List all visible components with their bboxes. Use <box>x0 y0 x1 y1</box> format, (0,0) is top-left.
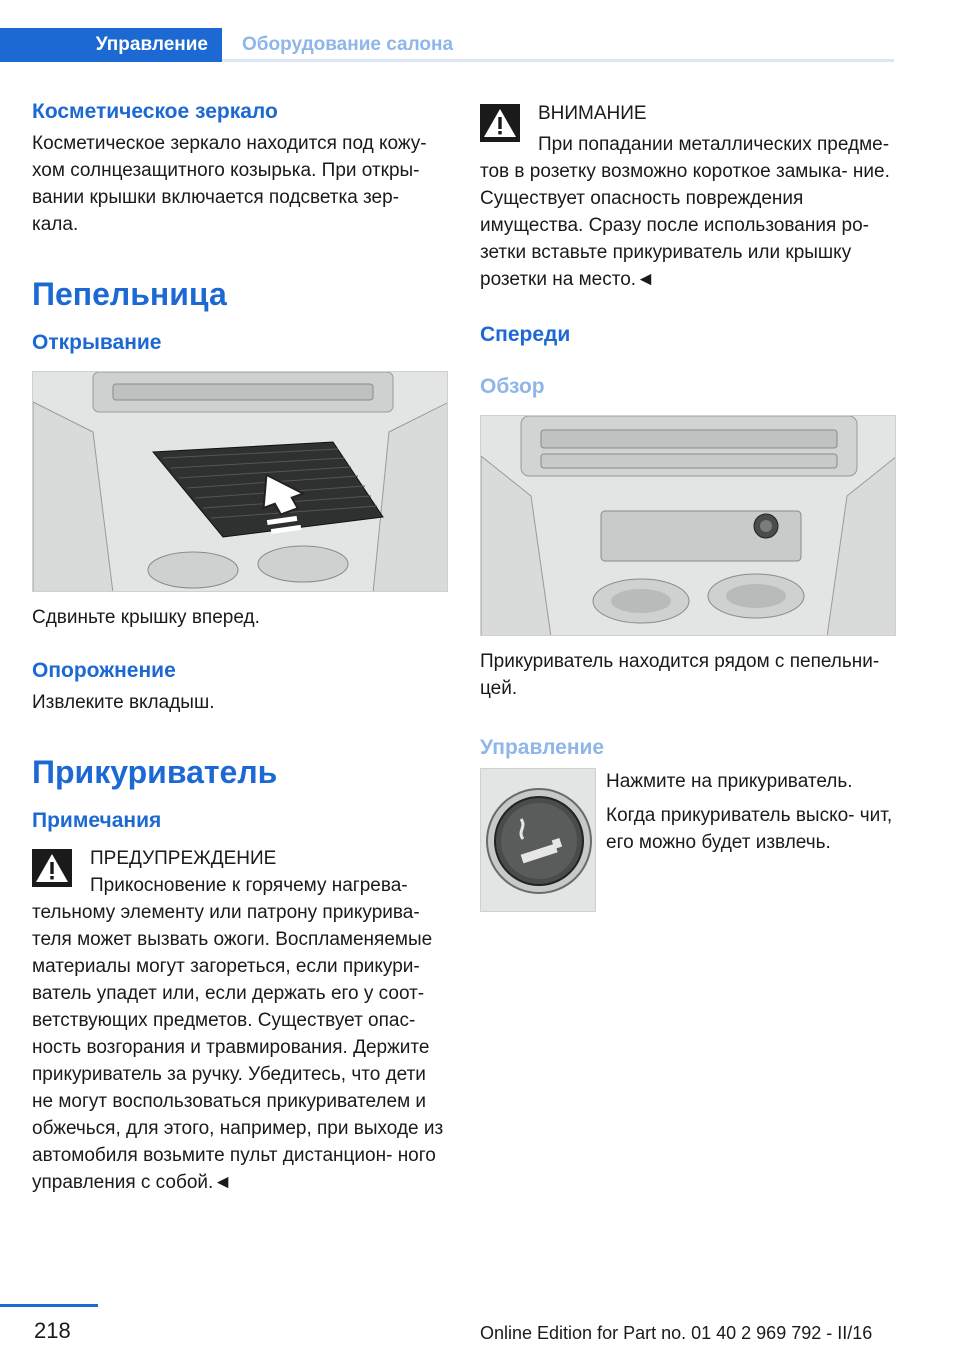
operation-heading: Управление <box>480 736 605 759</box>
warning-triangle-icon <box>32 849 72 887</box>
emptying-heading: Опорожнение <box>32 659 176 682</box>
edition-text: Online Edition for Part no. 01 40 2 969 792 - II/16 <box>480 1323 873 1343</box>
caution-title: ВНИМАНИЕ <box>538 103 647 124</box>
ashtray-figure <box>32 371 448 592</box>
caution-text: При попадании металлических предме- тов в розетку возможно короткое замыка- ние. Существует опасность повреждения имущества. Сразу после использования ро- зетки вставьте прикуриватель или крышку розетки на место.◄ <box>480 134 890 290</box>
caution-triangle-icon <box>480 104 520 142</box>
operation-block <box>480 768 896 914</box>
ashtray-heading: Пепельница <box>32 276 227 312</box>
opening-heading: Открывание <box>32 331 162 354</box>
lighter-overview-figure <box>480 415 896 636</box>
front-heading: Спереди <box>480 323 571 346</box>
warning-block <box>32 845 448 1196</box>
lighter-button-figure <box>480 768 596 912</box>
overview-heading: Обзор <box>480 375 545 398</box>
mirror-text: Косметическое зеркало находится под кожу- хом солнцезащитного козырька. При откры- вании крышки включается подсветка зер- кала. <box>32 133 427 235</box>
page-number: 218 <box>34 1318 71 1343</box>
notes-heading: Примечания <box>32 809 162 832</box>
lighter-overview-illustration <box>481 416 896 636</box>
operation-text-2: Когда прикуриватель выско- чит, его можно будет извлечь. <box>606 805 893 853</box>
operation-text-1: Нажмите на прикуриватель. <box>606 771 853 792</box>
caution-block <box>480 100 896 293</box>
opening-caption: Сдвиньте крышку вперед. <box>32 607 260 628</box>
warning-title: ПРЕДУПРЕЖДЕНИЕ <box>90 848 277 869</box>
cigarette-lighter-icon <box>481 769 596 912</box>
mirror-heading: Косметическое зеркало <box>32 100 278 123</box>
emptying-text: Извлеките вкладыш. <box>32 692 215 713</box>
footer-accent-line <box>0 1304 98 1307</box>
right-column <box>480 100 896 914</box>
ashtray-illustration <box>33 372 448 592</box>
left-column <box>32 100 448 1196</box>
header-section-tab: Управление <box>0 28 222 62</box>
lighter-heading: Прикуриватель <box>32 754 278 790</box>
warning-text: Прикосновение к горячему нагрева- тельному элементу или патрону прикурива- теля может вызвать ожоги. Воспламеняемые материалы могут загореться, если прикури- ватель упадет или, если держать его у соот- ветствующих предметов. Существует опас- ность возгорания и травмирования. Держите прикуриватель за ручку. Убедитесь, что дети не могут воспользоваться прикуривателем и обжечься, для этого, например, при выходе из автомобиля возьмите пульт дистанцион- ного управления с собой.◄ <box>32 875 444 1193</box>
overview-caption: Прикуриватель находится рядом с пепельни- цей. <box>480 651 880 699</box>
header-subsection-tab: Оборудование салона <box>222 28 894 62</box>
